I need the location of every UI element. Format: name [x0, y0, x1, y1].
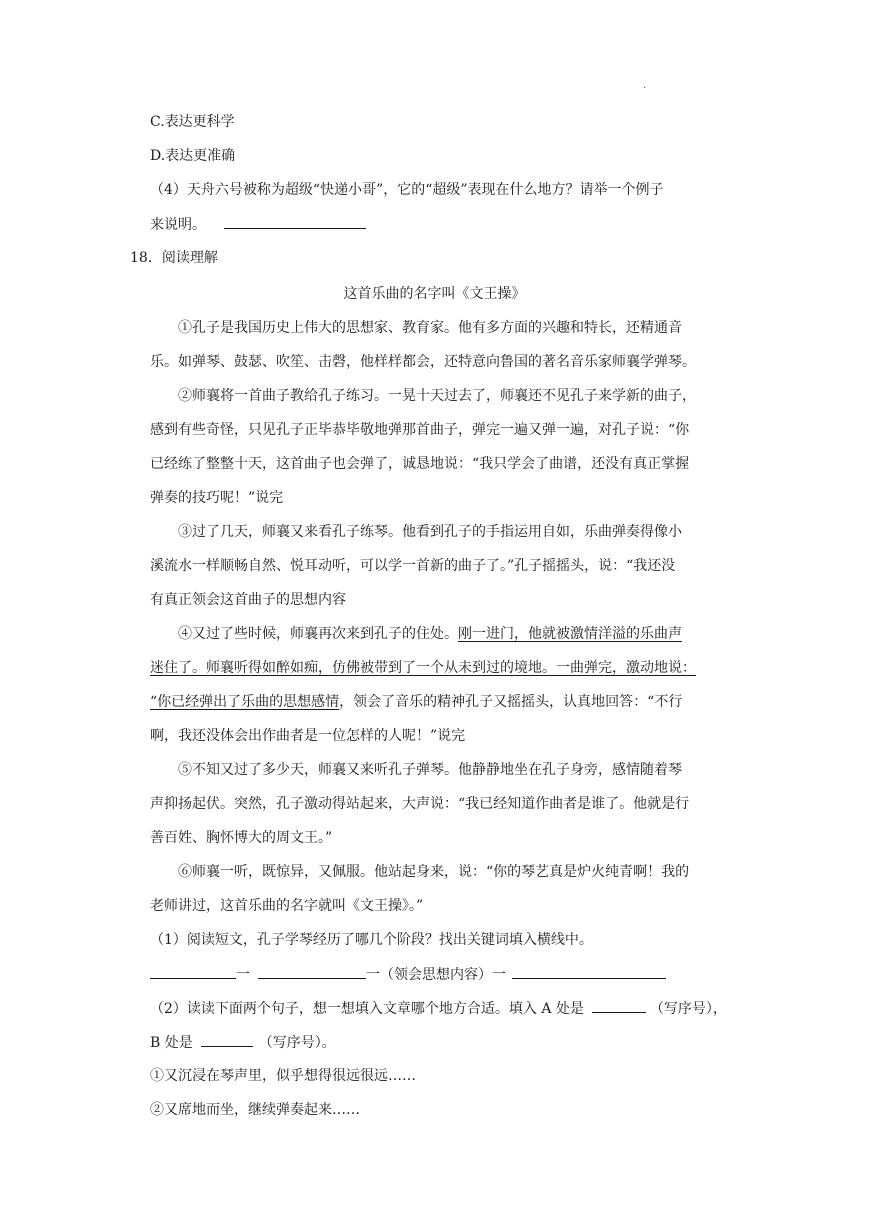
p4-line-1-plain: ④又过了些时候，师襄再次来到孔子的住处。: [178, 626, 458, 642]
sub-question-2-text-b: （写序号），: [649, 1001, 727, 1017]
p3-line-3: 有真正领会这首曲子的思想内容: [150, 592, 346, 608]
p2-line-1: ②师襄将一首曲子教给孔子练习。一晃十天过去了，师襄还不见孔子来学新的曲子，: [178, 388, 696, 404]
answer-blank-a[interactable]: [592, 998, 646, 1013]
sentence-option-1: ①又沉浸在琴声里，似乎想得很远很远……: [150, 1068, 416, 1084]
p4-line-2: [150, 658, 696, 678]
sub-question-1-blanks: [150, 964, 666, 985]
p4-line-3-plain: ，领会了音乐的精神孔子又摇摇头，认真地回答：“不行: [339, 694, 683, 710]
sentence-option-2: ②又席地而坐，继续弹奏起来……: [150, 1102, 360, 1118]
answer-blank-stage-1[interactable]: [150, 964, 236, 979]
p6-line-1: ⑥师襄一听，既惊异，又佩服。他站起身来，说：“你的琴艺真是炉火纯青啊！我的: [178, 864, 690, 880]
answer-blank-stage-4[interactable]: [512, 964, 666, 979]
p4-line-1: [178, 624, 682, 644]
p4-line-4: 啊，我还没体会出作曲者是一位怎样的人呢！”说完: [150, 728, 466, 744]
question-4-line-1: （4）天舟六号被称为超级“快递小哥”，它的“超级”表现在什么地方？请举一个例子: [150, 182, 664, 198]
sub-question-2-line-1: [150, 998, 727, 1019]
p3-line-1: ③过了几天，师襄又来看孔子练琴。他看到孔子的手指运用自如，乐曲弹奏得像小: [178, 524, 682, 540]
option-c: C.表达更科学: [150, 114, 235, 130]
question-4-text: 来说明。: [150, 217, 206, 233]
sub-question-2-text-d: （写序号）。: [258, 1035, 336, 1051]
p2-line-2: 感到有些奇怪，只见孔子正毕恭毕敬地弹那首曲子，弹完一遍又弹一遍，对孔子说：“你: [150, 422, 690, 438]
p4-line-3: [150, 692, 682, 712]
p5-line-3: 善百姓、胸怀博大的周文王。”: [150, 830, 333, 846]
answer-blank-q4[interactable]: [224, 214, 366, 229]
question-4-line-2: [150, 214, 366, 235]
sub-question-1-prompt: （1）阅读短文，孔子学琴经历了哪几个阶段？找出关键词填入横线中。: [150, 932, 593, 948]
p4-underlined-c: “你已经弹出了乐曲的思想感情: [150, 694, 340, 710]
sub-question-2-line-2: [150, 1032, 336, 1053]
p1-line-1: ①孔子是我国历史上伟大的思想家、教育家。他有多方面的兴趣和特长，还精通音: [178, 320, 682, 336]
p1-line-2: 乐。如弹琴、鼓瑟、吹笙、击磬，他样样都会，还特意向鲁国的著名音乐家师襄学弹琴。: [150, 354, 696, 370]
p2-line-4: 弹奏的技巧呢！”说完: [150, 490, 284, 506]
p4-underlined-a: 刚一进门，他就被激情洋溢的乐曲声: [458, 626, 682, 642]
stage-middle-text: 一（领会思想内容）一: [366, 967, 506, 983]
dash-1: 一: [236, 967, 250, 983]
page-mark: .: [643, 80, 647, 91]
p5-line-1: ⑤不知又过了多少天，师襄又来听孔子弹琴。他静静地坐在孔子身旁，感情随着琴: [178, 762, 682, 778]
p4-underlined-b: 迷住了。师襄听得如醉如痴，仿佛被带到了一个从未到过的境地。一曲弹完，激动地说：: [150, 660, 696, 676]
sub-question-2-text-c: B 处是: [150, 1035, 193, 1051]
sub-question-2-text-a: （2）读读下面两个句子，想一想填入文章哪个地方合适。填入 A 处是: [150, 1001, 584, 1017]
p5-line-2: 声抑扬起伏。突然，孔子激动得站起来，大声说：“我已经知道作曲者是谁了。他就是行: [150, 796, 690, 812]
p2-line-3: 已经练了整整十天，这首曲子也会弹了，诚恳地说：“我只学会了曲谱，还没有真正掌握: [150, 456, 690, 472]
option-d: D.表达更准确: [150, 148, 236, 164]
p6-line-2: 老师讲过，这首乐曲的名字就叫《文王操》。”: [150, 898, 424, 914]
question-18-heading: 18．阅读理解: [130, 250, 218, 266]
p3-line-2: 溪流水一样顺畅自然、悦耳动听，可以学一首新的曲子了。”孔子摇摇头，说：“我还没: [150, 558, 676, 574]
passage-title: 这首乐曲的名字叫《文王操》: [343, 286, 526, 302]
answer-blank-stage-2[interactable]: [258, 964, 366, 979]
answer-blank-b[interactable]: [201, 1032, 253, 1047]
